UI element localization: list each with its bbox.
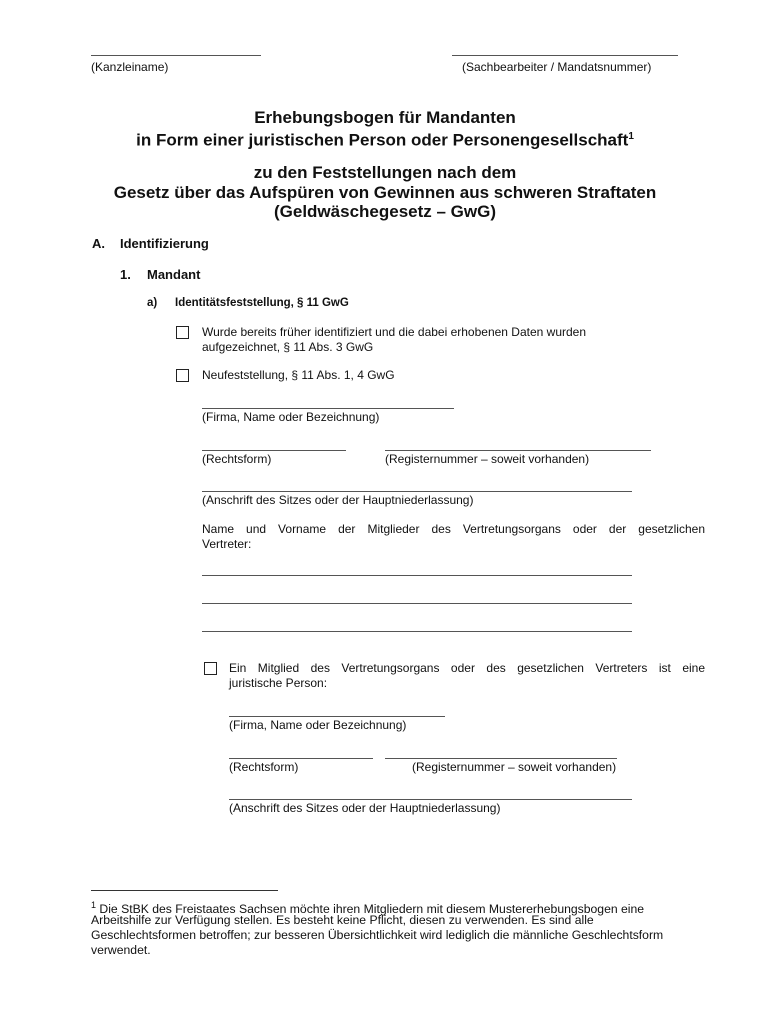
footnote-ref: 1: [628, 131, 634, 142]
firma-label: (Firma, Name oder Bezeichnung): [202, 410, 380, 424]
juristische-person-checkbox[interactable]: [204, 662, 217, 675]
mitglieder-instruction-line2: Vertreter:: [202, 537, 252, 551]
footnote-text-line2: Arbeitshilfe zur Verfügung stellen. Es besteht keine Pflicht, diesen zu verwenden. Es sind alle: [91, 913, 594, 927]
rechtsform-label: (Rechtsform): [202, 452, 272, 466]
kanzleiname-field-line[interactable]: [91, 55, 261, 56]
anschrift-field-line-2[interactable]: [229, 799, 632, 800]
firma-field-line[interactable]: [202, 408, 454, 409]
already-identified-label-line1: Wurde bereits früher identifiziert und die dabei erhobenen Daten wurden: [202, 325, 587, 339]
registernummer-label-2: (Registernummer – soweit vorhanden): [412, 760, 617, 774]
document-title-line1: Erhebungsbogen für Mandanten: [254, 108, 516, 127]
registernummer-field-line[interactable]: [385, 450, 651, 451]
registernummer-label: (Registernummer – soweit vorhanden): [385, 452, 590, 466]
kanzleiname-label: (Kanzleiname): [91, 60, 169, 74]
anschrift-field-line[interactable]: [202, 491, 632, 492]
subsection-a-heading: Identitätsfeststellung, § 11 GwG: [175, 297, 349, 309]
rechtsform-label-2: (Rechtsform): [229, 760, 299, 774]
subsection-1-number: 1.: [120, 267, 131, 282]
footnote-text-line3: Geschlechtsformen betroffen; zur besseren Übersichtlichkeit wird lediglich die männliche Geschlechtsform: [91, 928, 664, 942]
mitglieder-instruction-line1: Name und Vorname der Mitglieder des Vertretungsorgans oder der gesetzlichen: [202, 522, 705, 536]
new-identification-label: Neufeststellung, § 11 Abs. 1, 4 GwG: [202, 368, 395, 382]
document-title-line2: [0, 127, 770, 151]
document-title-line5: (Geldwäschegesetz – GwG): [273, 202, 496, 221]
subsection-a-letter: a): [147, 297, 158, 309]
juristische-person-label-line2: juristische Person:: [229, 676, 328, 690]
already-identified-label-line2: aufgezeichnet, § 11 Abs. 3 GwG: [202, 340, 374, 354]
anschrift-label: (Anschrift des Sitzes oder der Hauptniederlassung): [202, 493, 474, 507]
rechtsform-field-line-2[interactable]: [229, 758, 373, 759]
new-identification-checkbox[interactable]: [176, 369, 189, 382]
sachbearbeiter-label: (Sachbearbeiter / Mandatsnummer): [462, 60, 652, 74]
footnote-text-line1: Die StBK des Freistaates Sachsen möchte ihren Mitgliedern mit diesem Mustererhebungsbogen eine: [99, 902, 645, 917]
mitglied-field-line[interactable]: [202, 575, 632, 576]
mitglied-field-line[interactable]: [202, 603, 632, 604]
anschrift-label-2: (Anschrift des Sitzes oder der Hauptniederlassung): [229, 801, 501, 815]
section-a-number: A.: [92, 236, 105, 251]
footnote-text-line4: verwendet.: [91, 943, 151, 957]
firma-label-2: (Firma, Name oder Bezeichnung): [229, 718, 407, 732]
section-a-heading: Identifizierung: [120, 236, 209, 251]
already-identified-checkbox[interactable]: [176, 326, 189, 339]
mitglied-field-line[interactable]: [202, 631, 632, 632]
document-title-line4: Gesetz über das Aufspüren von Gewinnen aus schweren Straftaten: [113, 183, 657, 202]
document-title-line2-text: in Form einer juristischen Person oder Personengesellschaft: [136, 130, 629, 150]
rechtsform-field-line[interactable]: [202, 450, 346, 451]
document-title-line3: zu den Feststellungen nach dem: [253, 163, 517, 182]
juristische-person-label-line1: Ein Mitglied des Vertretungsorgans oder des gesetzlichen Vertreters ist eine: [229, 661, 705, 675]
registernummer-field-line-2[interactable]: [385, 758, 617, 759]
sachbearbeiter-field-line[interactable]: [452, 55, 678, 56]
footnote-number: 1: [91, 900, 97, 910]
subsection-1-heading: Mandant: [147, 267, 201, 282]
footnote-separator: [91, 890, 278, 891]
firma-field-line-2[interactable]: [229, 716, 445, 717]
